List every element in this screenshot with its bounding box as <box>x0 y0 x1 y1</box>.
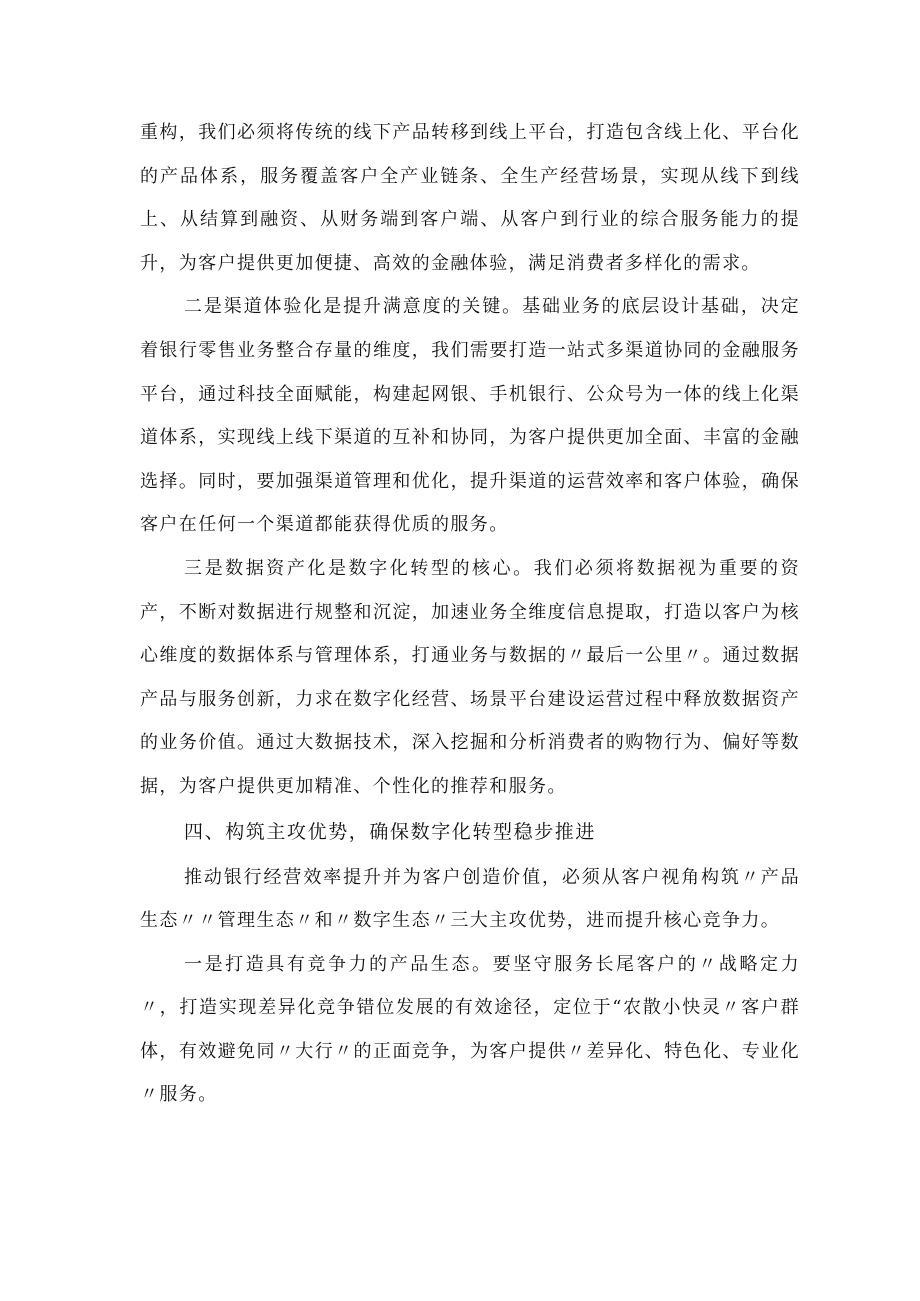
paragraph-continued: 重构，我们必须将传统的线下产品转移到线上平台，打造包含线上化、平台化的产品体系，服务覆盖客户全产业链条、全生产经营场景，实现从线下到线上、从结算到融资、从财务端到客户端、从客户到行业的综合服务能力的提升，为客户提供更加便捷、高效的金融体验，满足消费者多样化的需求。 <box>140 122 800 274</box>
section-heading: 四、构筑主攻优势，确保数字化转型稳步推进 <box>184 820 597 843</box>
paragraph-product-ecosystem: 一是打造具有竞争力的产品生态。要坚守服务长尾客户的〃战略定力〃，打造实现差异化竞争错位发展的有效途径，定位于“农散小快灵〃客户群体，有效避免同〃大行〃的正面竞争，为客户提供〃差异化、特色化、专业化〃服务。 <box>140 953 800 1106</box>
paragraph-channel-experience: 二是渠道体验化是提升满意度的关键。基础业务的底层设计基础，决定着银行零售业务整合存量的维度，我们需要打造一站式多渠道协同的金融服务平台，通过科技全面赋能，构建起网银、手机银行、公众号为一体的线上化渠道体系，实现线上线下渠道的互补和协同，为客户提供更加全面、丰富的金融选择。同时，要加强渠道管理和优化，提升渠道的运营效率和客户体验，确保客户在任何一个渠道都能获得优质的服务。 <box>140 296 800 536</box>
document-page <box>140 111 800 1117</box>
paragraph-data-assets: 三是数据资产化是数字化转型的核心。我们必须将数据视为重要的资产，不断对数据进行规整和沉淀，加速业务全维度信息提取，打造以客户为核心维度的数据体系与管理体系，打通业务与数据的〃最后一公里〃。通过数据产品与服务创新，力求在数字化经营、场景平台建设运营过程中释放数据资产的业务价值。通过大数据技术，深入挖掘和分析消费者的购物行为、偏好等数据，为客户提供更加精准、个性化的推荐和服务。 <box>140 557 800 797</box>
paragraph-main-advantages: 推动银行经营效率提升并为客户创造价值，必须从客户视角构筑〃产品生态〃〃管理生态〃和〃数字生态〃三大主攻优势，进而提升核心竞争力。 <box>140 866 800 932</box>
